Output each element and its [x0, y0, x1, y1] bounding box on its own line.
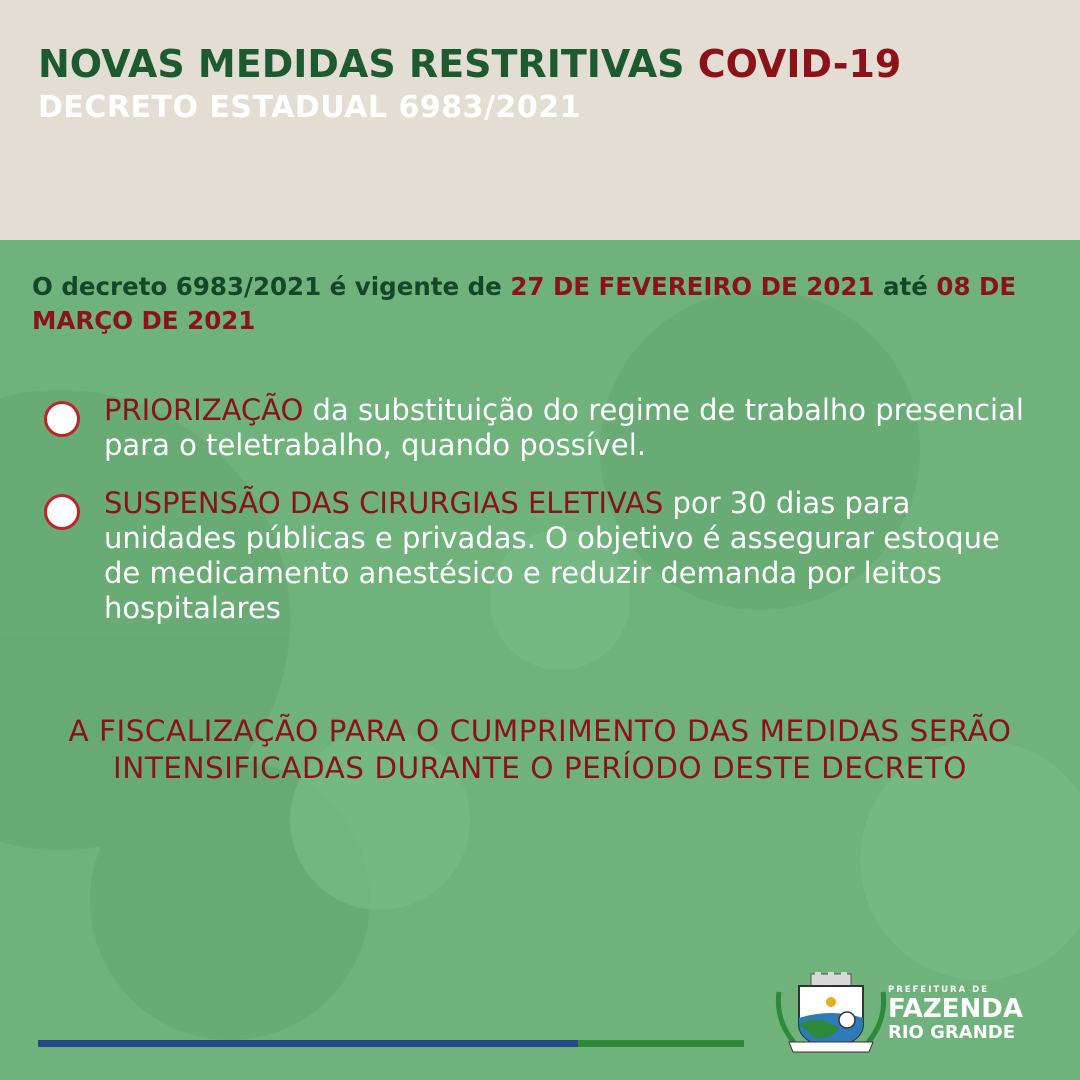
page-title [38, 42, 901, 86]
footer-divider-blue [38, 1040, 578, 1047]
intro-date-start: 27 DE FEVEREIRO DE 2021 [510, 272, 875, 301]
list-item-text [104, 393, 1034, 463]
warning-text: A FISCALIZAÇÃO PARA O CUMPRIMENTO DAS MEDIDAS SERÃO INTENSIFICADAS DURANTE O PERÍODO DESTE DECRETO [68, 714, 1012, 785]
circle-bullet-icon [44, 494, 80, 530]
intro-date-end: 08 DE MARÇO DE 2021 [32, 272, 1017, 335]
torn-paper-edge [0, 120, 1080, 260]
prefeitura-logo [888, 985, 1038, 1042]
municipal-crest-icon [775, 972, 887, 1054]
intro-text-before: O decreto 6983/2021 é vigente de [32, 272, 502, 301]
intro-paragraph [32, 270, 1042, 338]
page-subtitle: DECRETO ESTADUAL 6983/2021 [38, 90, 581, 125]
list-item-highlight: SUSPENSÃO DAS CIRURGIAS ELETIVAS [104, 486, 664, 520]
intro-text-middle: até [883, 272, 928, 301]
list-item-body: da substituição do regime de trabalho presencial para o teletrabalho, quando possível. [104, 393, 1024, 462]
logo-name-line2: RIO GRANDE [888, 1022, 1015, 1043]
list-item [44, 393, 1034, 463]
list-item-highlight: PRIORIZAÇÃO [104, 393, 304, 427]
list-item [44, 486, 1034, 626]
title-main: NOVAS MEDIDAS RESTRITIVAS [38, 42, 685, 86]
list-item-body: por 30 dias para unidades públicas e privadas. O objetivo é assegurar estoque de medicamento anestésico e reduzir demanda por leitos hospitalares [104, 486, 1000, 625]
title-highlight: COVID-19 [697, 42, 902, 86]
footer-divider-green [578, 1040, 744, 1047]
circle-bullet-icon [44, 401, 80, 437]
logo-name-line1: FAZENDA [888, 994, 1023, 1024]
list-item-text [104, 486, 1034, 626]
logo-prefix: PREFEITURA DE [888, 985, 990, 995]
